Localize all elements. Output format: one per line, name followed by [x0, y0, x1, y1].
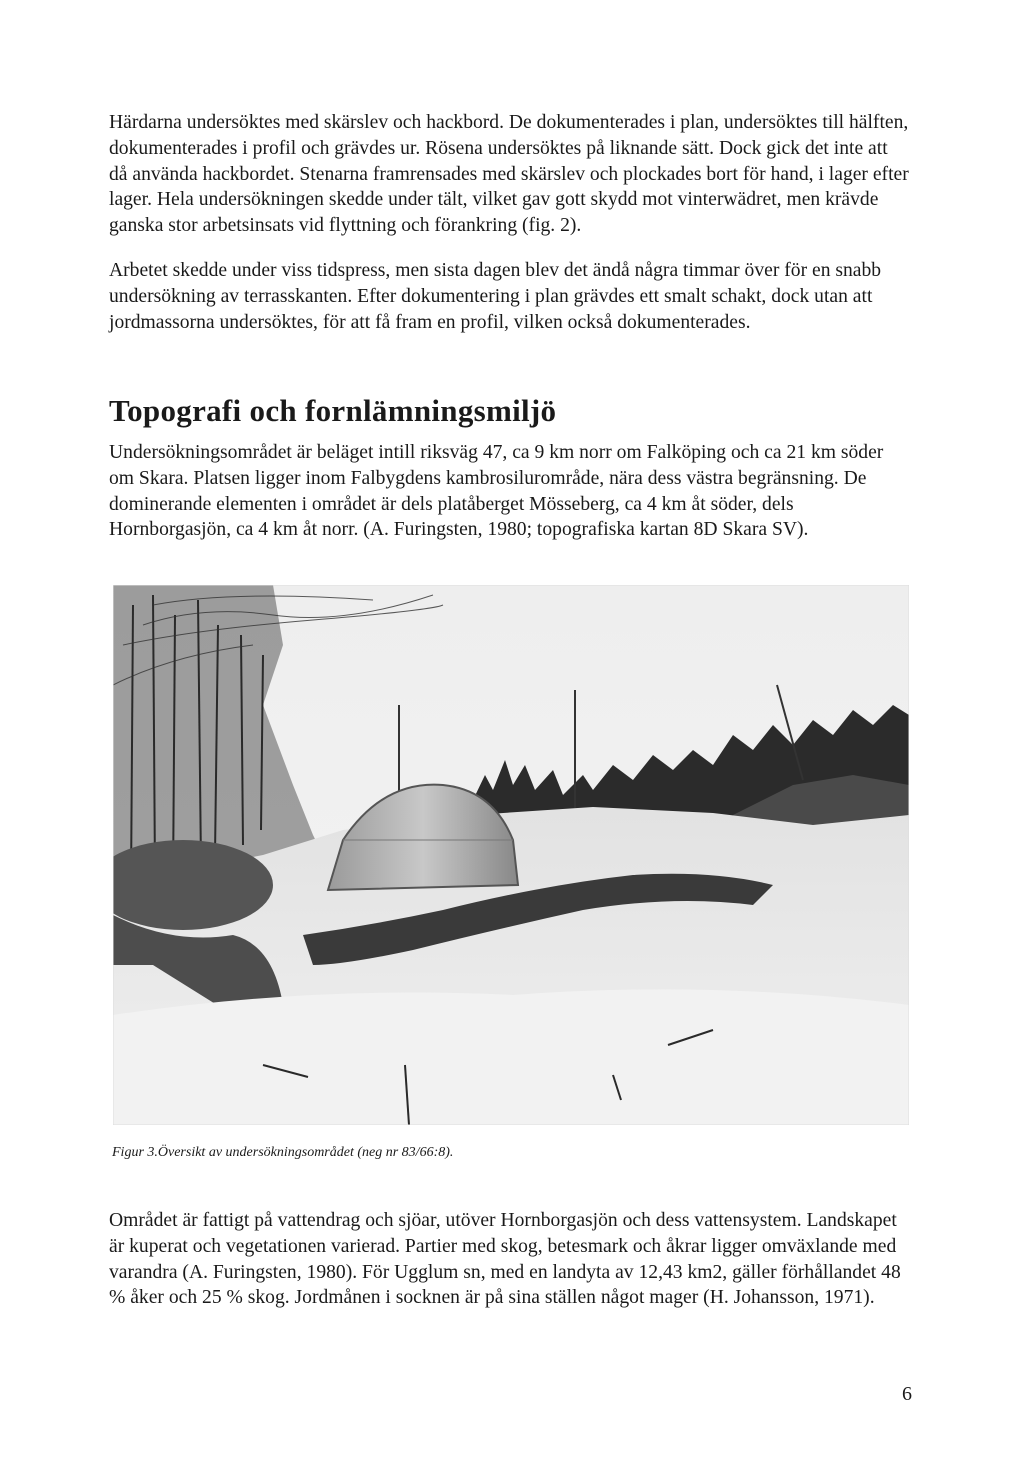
figure-caption: Figur 3.Översikt av undersökningsområdet (neg nr 83/66:8). — [112, 1145, 454, 1160]
paragraph-excavation-methods: Härdarna undersöktes med skärslev och hackbord. De dokumenterades i plan, undersöktes till hälften, dokumenterades i profil och grävdes ur. Rösena undersöktes på liknande sätt. Dock gick det inte att då använda hackbordet. Stenarna framrensades med skärslev och plockades bort för hand, i lager efter lager. Hela undersökningen skedde under tält, vilket gav gott skydd mot vinterwädret, men krävde ganska stor arbetsinsats vid flyttning och förankring (fig. 2). — [109, 112, 909, 237]
paragraph-terrace-investigation: Arbetet skedde under viss tidspress, men sista dagen blev det ändå några timmar över för en snabb undersökning av terrasskanten. Efter dokumentering i plan grävdes ett smalt schakt, dock utan att jordmassorna undersöktes, för att få fram en profil, vilken också dokumenterades. — [109, 260, 882, 333]
page-number: 6 — [902, 1383, 912, 1405]
section-heading: Topografi och fornlämningsmiljö — [109, 393, 557, 428]
paragraph-topography: Undersökningsområdet är beläget intill riksväg 47, ca 9 km norr om Falköping och ca 21 km söder om Skara. Platsen ligger inom Falbygdens kambrosilurområde, nära dess västra begränsning. De dominerande elementen i området är dels platåberget Mösseberg, ca 4 km åt söder, dels Hornborgasjön, ca 4 km åt norr. (A. Furingsten, 1980; topografiska kartan 8D Skara SV). — [109, 442, 884, 541]
site-overview-photo — [113, 585, 909, 1125]
paragraph-landscape: Området är fattigt på vattendrag och sjöar, utöver Hornborgasjön och dess vattensystem. Landskapet är kuperat och vegetationen varierad. Partier med skog, betesmark och åkrar ligger omväxlande med varandra (A. Furingsten, 1980). För Ugglum sn, med en landyta av 12,43 km2, gäller förhållandet 48 % åker och 25 % skog. Jordmånen i socknen är på sina ställen något mager (H. Johansson, 1971). — [109, 1210, 901, 1309]
